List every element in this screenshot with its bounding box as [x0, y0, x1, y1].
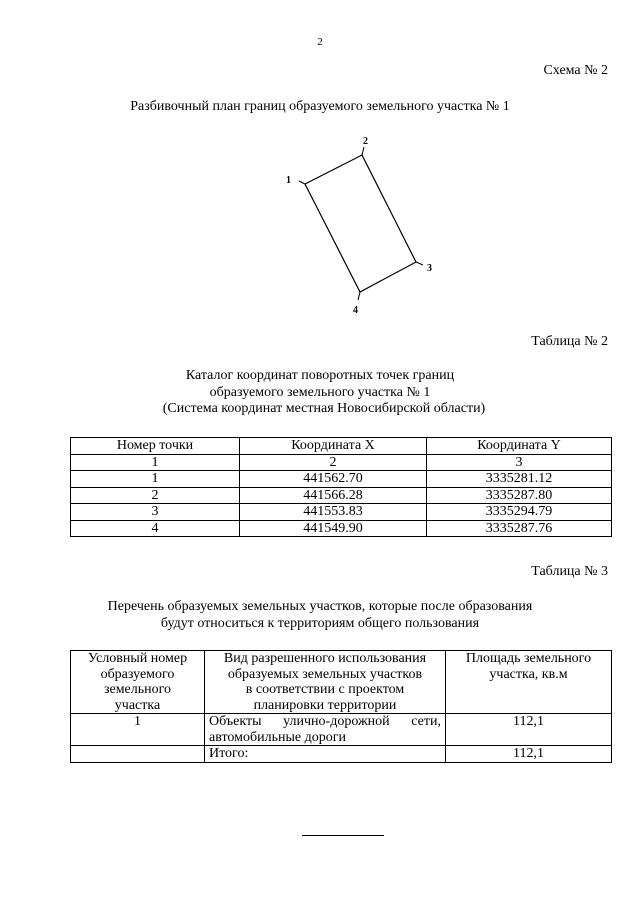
table-cell: 441553.83: [240, 504, 427, 521]
parcels-table: [70, 650, 612, 763]
header-line: земельного: [103, 682, 172, 697]
table-cell: 3: [427, 454, 612, 471]
header-line: участка: [114, 697, 161, 713]
point-4-tick: [358, 292, 360, 300]
table3-caption: [0, 599, 640, 632]
boundary-plan: [280, 130, 440, 320]
table-row: [71, 504, 612, 521]
parcel-number-cell: 1: [71, 714, 205, 746]
footer-rule: [302, 835, 384, 836]
header-permitted-use: [205, 651, 446, 714]
header-line: планировки территории: [253, 697, 397, 713]
point-3-label: 3: [427, 263, 432, 274]
table3-caption-line: будут относиться к территориям общего пользования: [160, 615, 480, 631]
area-cell: 112,1: [446, 714, 612, 746]
scheme-label: Схема № 2: [543, 63, 608, 78]
scheme-title: Разбивочный план границ образуемого земельного участка № 1: [130, 99, 510, 114]
empty-cell: [71, 746, 205, 763]
table2-caption-line: Каталог координат поворотных точек границ: [185, 368, 455, 383]
point-3-tick: [416, 262, 423, 265]
table-cell: 4: [71, 520, 240, 537]
table2-caption-line: (Система координат местная Новосибирской области): [162, 401, 486, 416]
header-line: Условный номер: [87, 651, 188, 666]
table2-caption-line: образуемого земельного участка № 1: [209, 384, 431, 400]
point-2-tick: [362, 147, 364, 155]
table-cell: 441562.70: [240, 471, 427, 488]
table-cell: 2: [240, 454, 427, 471]
table-cell: 3335287.76: [427, 520, 612, 537]
header-coord-x: Координата X: [240, 438, 427, 455]
table-row: [71, 714, 612, 746]
use-line: автомобильные дороги: [209, 729, 346, 745]
total-row: [71, 746, 612, 763]
header-line: образуемого: [100, 666, 175, 682]
table-cell: 3: [71, 504, 240, 521]
header-parcel-number: [71, 651, 205, 714]
table-cell: 441549.90: [240, 520, 427, 537]
total-area: 112,1: [446, 746, 612, 763]
header-coord-y: Координата Y: [427, 438, 612, 455]
table-row: [71, 471, 612, 488]
point-4-label: 4: [353, 305, 358, 316]
table-row: [71, 487, 612, 504]
point-1-label: 1: [286, 175, 291, 186]
table-row: [71, 520, 612, 537]
table2-label: Таблица № 2: [531, 334, 608, 349]
use-line: Объекты улично-дорожной сети,: [209, 714, 441, 729]
table-cell: 2: [71, 487, 240, 504]
header-point-number: Номер точки: [71, 438, 240, 455]
total-label: Итого:: [205, 746, 446, 763]
coordinates-table: [70, 437, 612, 537]
table-cell: 3335294.79: [427, 504, 612, 521]
point-2-label: 2: [363, 136, 368, 147]
table-cell: 1: [71, 454, 240, 471]
header-area: [446, 651, 612, 714]
table2-caption: [0, 368, 640, 418]
header-line: образуемых земельных участков: [227, 666, 423, 682]
header-line: Вид разрешенного использования: [223, 651, 427, 666]
table3-caption-line: Перечень образуемых земельных участков, которые после образования: [107, 599, 533, 614]
table-cell: 3335281.12: [427, 471, 612, 488]
page-number: 2: [317, 36, 323, 48]
header-line: Площадь земельного: [465, 651, 592, 666]
table-header-row: [71, 438, 612, 455]
table-index-row: [71, 454, 612, 471]
table-header-row: [71, 651, 612, 714]
header-line: участка, кв.м: [489, 666, 568, 682]
table3-label: Таблица № 3: [531, 564, 608, 579]
table-cell: 1: [71, 471, 240, 488]
table-cell: 3335287.80: [427, 487, 612, 504]
point-1-tick: [299, 181, 305, 184]
parcel-boundary: [305, 155, 416, 292]
permitted-use-cell: [205, 714, 446, 746]
table-cell: 441566.28: [240, 487, 427, 504]
header-line: в соответствии с проектом: [245, 682, 405, 697]
